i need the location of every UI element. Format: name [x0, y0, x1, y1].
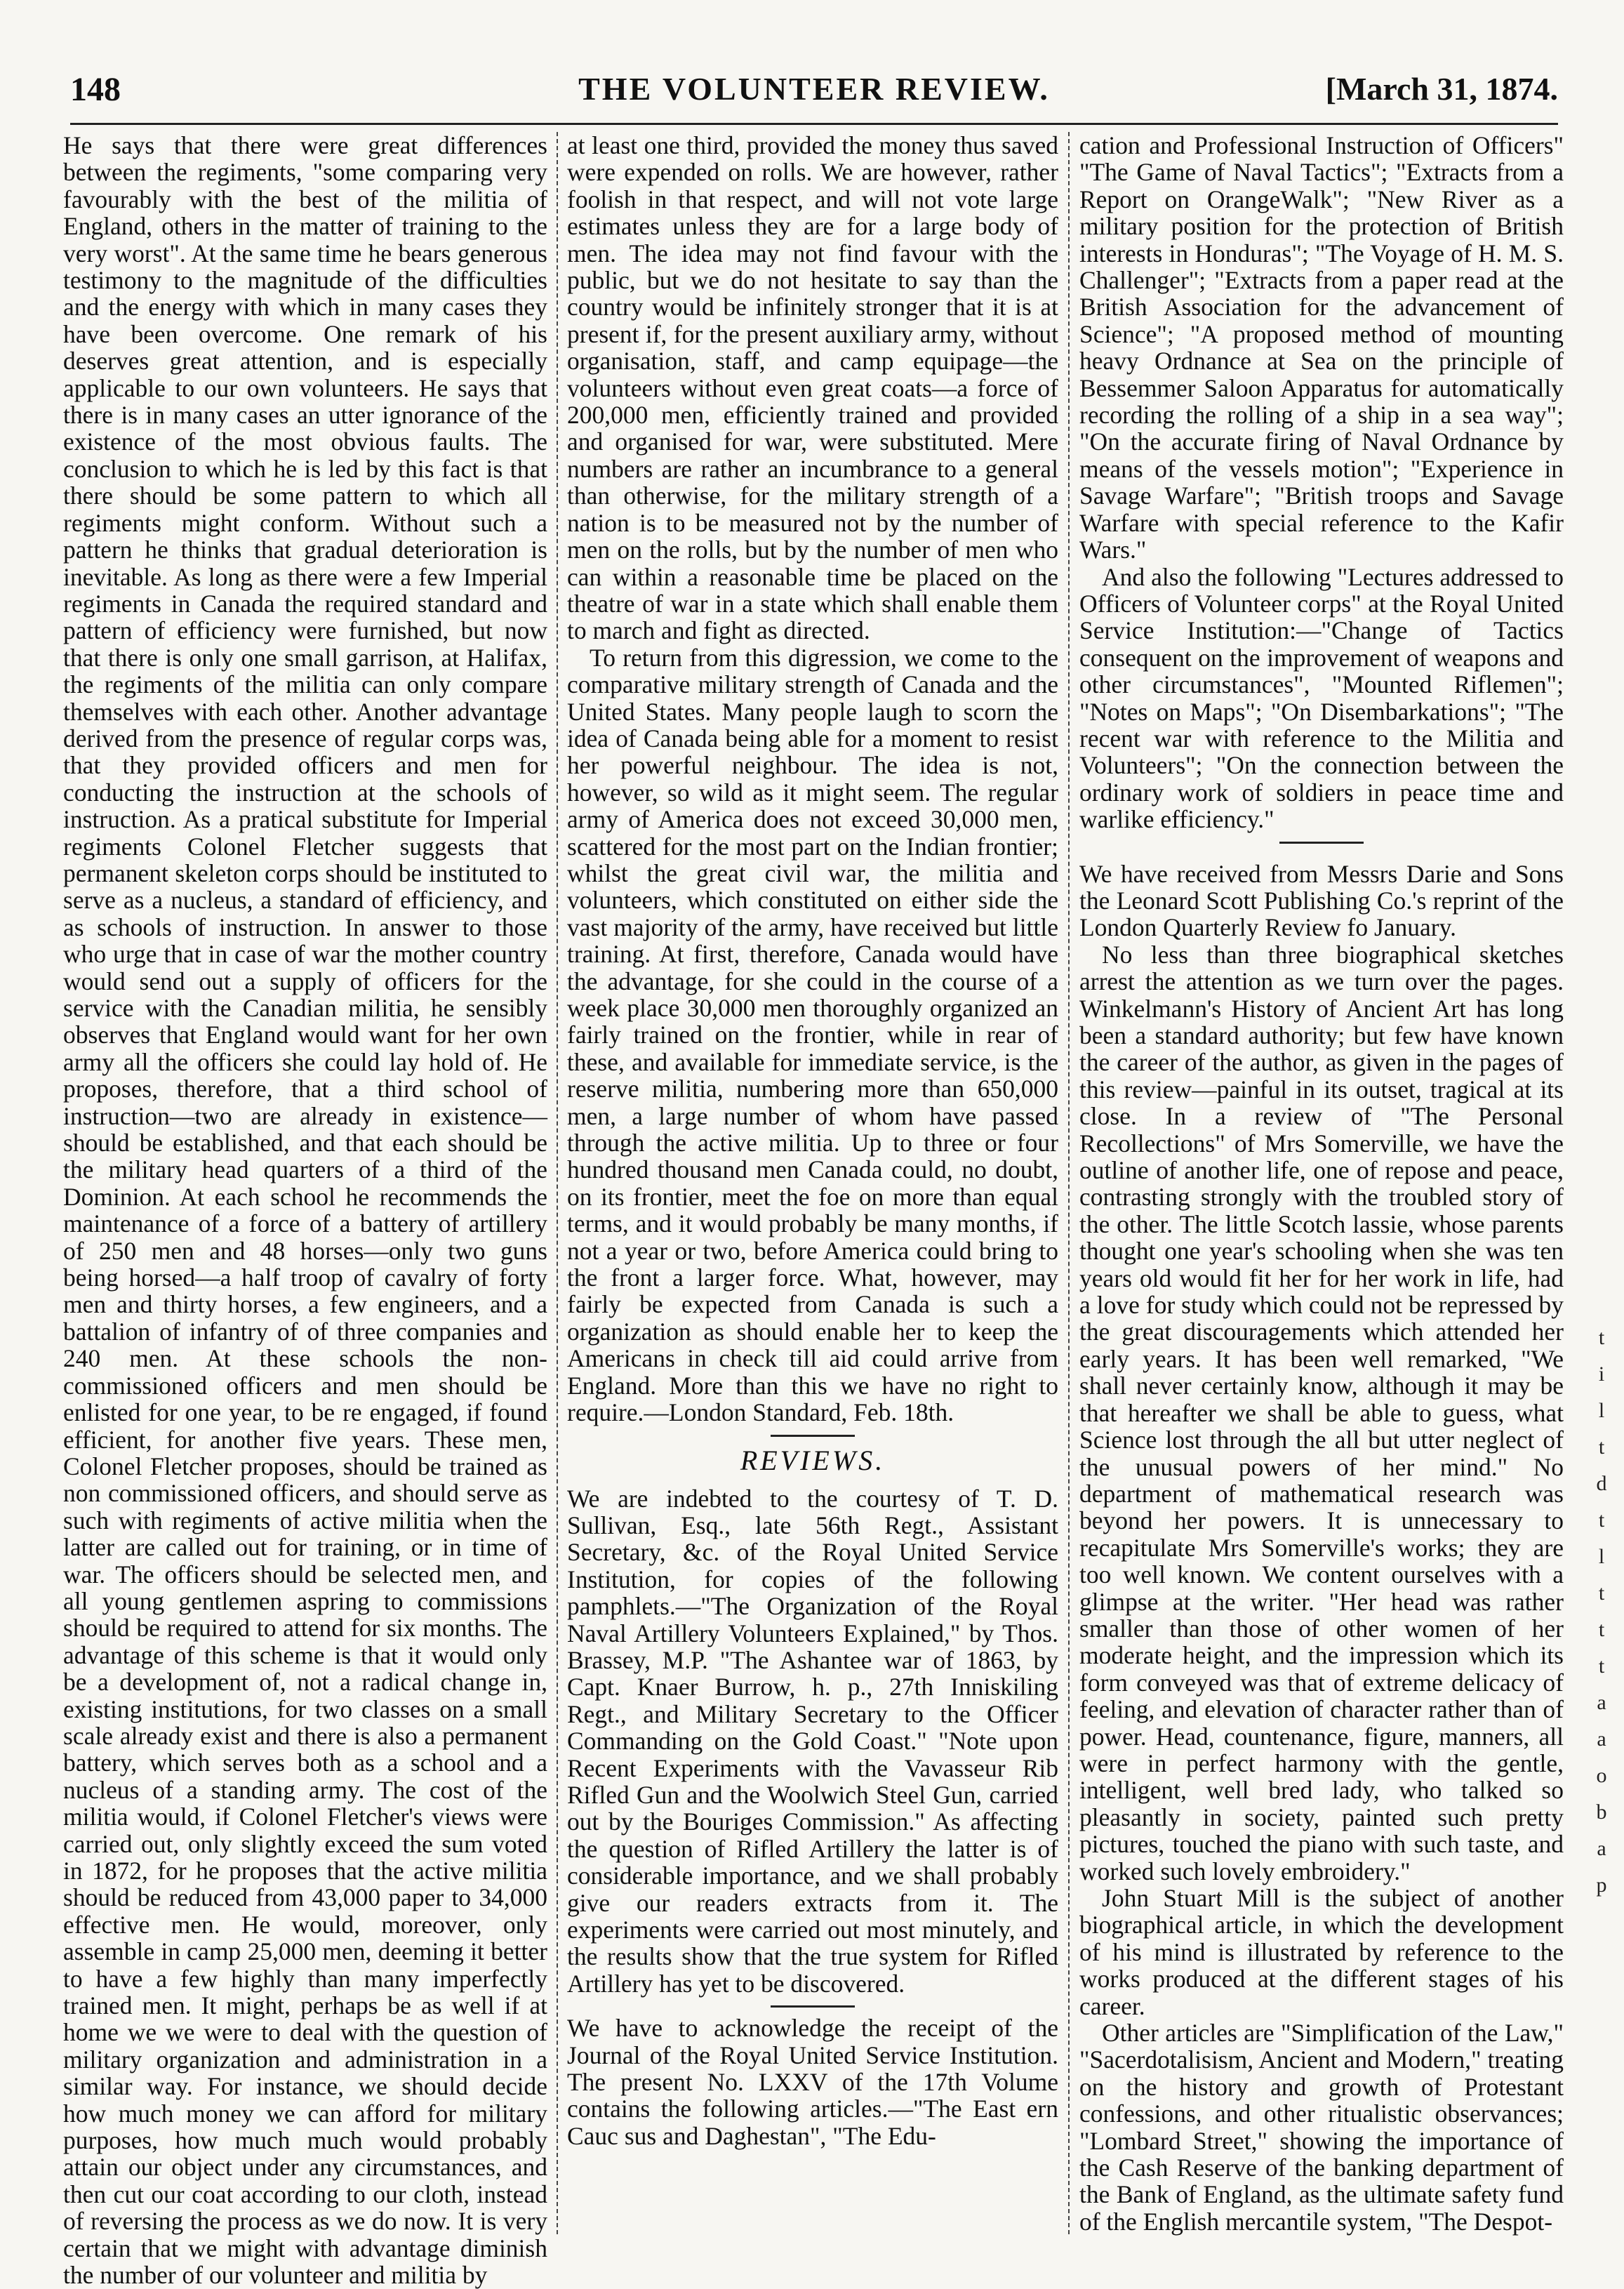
section-rule [1279, 842, 1364, 844]
section-rule [771, 2005, 855, 2008]
margin-letter: t [1598, 1618, 1605, 1641]
margin-letter: a [1597, 1727, 1606, 1751]
margin-letter: t [1598, 1654, 1605, 1678]
column-1 [63, 131, 547, 2289]
article-paragraph: To return from this digression, we come to the comparative military strength of Canada and the United States. Many people laugh to scorn the idea of Canada being able for a moment to resist her powerful neighbour. The idea is not, however, so wild as it might seem. The regular army of America does not exceed 30,000 men, scattered for the most part on the Indian frontier; whilst the great civil war, the militia and volunteers, which constituted on either side the vast majority of the army, have received but little training. At first, therefore, Canada would have the advantage, for she could in the course of a week place 30,000 men thoroughly organized an fairly trained on the frontier, while in rear of these, and available for immediate service, is the reserve militia, numbering more than 650,000 men, a large number of whom have passed through the active militia. Up to three or four hundred thousand men Canada could, no doubt, on its frontier, meet the foe on more than equal terms, and it would probably be many months, if not a year or two, before America could bring to the front a larger force. What, however, may fairly be expected from Canada is such a organization as should enable her to keep the Americans in check till aid could arrive from England. More than this we have no right to require.—London Standard, Feb. 18th. [567, 643, 1058, 1427]
review-paragraph: Other articles are "Simplification of the Law," "Sacerdotalisism, Ancient and Modern," treating on the history and growth of Protestant confessions, and other ritualistic observances; "Lombard Street," showing the importance of the Cash Reserve of the banking department of the Bank of England, as the ultimate safety fund of the English mercantile system, "The Despot- [1079, 2019, 1564, 2236]
review-paragraph: We are indebted to the courtesy of T. D. Sullivan, Esq., late 56th Regt., Assistant Secretary, &c. of the Royal United Service Institution, for copies of the following pamphlets.—"The Organization of the Royal Naval Artillery Volunteers Explained," by Thos. Brassey, M.P. "The Ashantee war of 1863, by Capt. Knaer Burrow, h. p., 27th Inniskiling Regt., and Military Secretary to the Officer Commanding on the Gold Coast." "Note upon Recent Experiments with the Vavasseur Rib Rifled Gun and the Woolwich Steel Gun, carried out by the Bouriges Commission." As affecting the question of Rifled Artillery the latter is of considerable importance, and we shall probably give our readers extracts from it. The experiments were carried out most minutely, and the results show that the true system for Rifled Artillery has yet to be discovered. [567, 1484, 1058, 1998]
margin-letter: t [1598, 1508, 1605, 1532]
margin-letter: o [1596, 1764, 1607, 1787]
acknowledgement-paragraph: We have to acknowledge the receipt of the Journal of the Royal United Service Institution. The present No. LXXV of the 17th Volume contains the following articles.—"The East ern Cauc sus and Daghestan", "The Edu- [567, 2014, 1058, 2150]
review-paragraph: John Stuart Mill is the subject of another biographical article, in which the development of his mind is illustrated by reference to the works produced at the different stages of his career. [1079, 1884, 1564, 2020]
margin-letter: l [1598, 1399, 1605, 1422]
margin-letter: a [1597, 1691, 1606, 1714]
issue-date: [March 31, 1874. [1325, 71, 1558, 107]
article-paragraph: at least one third, provided the money thus saved were expended on rolls. We are however, rather foolish in that respect, and will not vote large estimates unless they are for a large body of men. The idea may not find favour with the public, but we do not hesitate to say than the country would be infinitely stronger that it is at present if, for the present auxiliary army, without organisation, staff, and camp equipage—the volunteers without even great coats—a force of 200,000 men, efficiently trained and provided and organised for war, were substituted. Mere numbers are rather an incumbrance to a general than otherwise, for the military strength of a nation is to be measured not by the number of men on the rolls, but by the number of men who can within a reasonable time be placed on the theatre of war in a state which shall enable them to march and fight as directed. [567, 131, 1058, 645]
margin-letter-strip [1588, 1320, 1616, 2232]
page-header [70, 70, 1558, 126]
publication-title: THE VOLUNTEER REVIEW. [578, 71, 1050, 107]
section-rule [771, 1435, 855, 1437]
reviews-heading: REVIEWS. [740, 1444, 886, 1476]
margin-letter: p [1596, 1873, 1607, 1897]
column-3 [1079, 131, 1564, 2236]
margin-letter: a [1597, 1837, 1606, 1860]
margin-letter: t [1598, 1326, 1605, 1349]
review-paragraph: We have received from Messrs Darie and Sons the Leonard Scott Publishing Co.'s reprint of the London Quarterly Review fo January. [1079, 859, 1564, 942]
margin-letter: l [1598, 1545, 1605, 1568]
margin-letter: i [1598, 1362, 1605, 1386]
margin-letter: t [1598, 1581, 1605, 1605]
column-2 [567, 132, 1058, 2231]
margin-letter: b [1596, 1800, 1607, 1824]
column-divider-1 [557, 132, 558, 2234]
review-paragraph: No less than three biographical sketches arrest the attention as we turn over the pages. Winkelmann's History of Ancient Art has long been a standard authority; but few have known the career of the author, as given in the pages of this review—painful in its outset, tragical at its close. In a review of "The Personal Recollections" of Mrs Somerville, we have the outline of another life, one of repose and peace, contrasting strongly with the troubled story of the other. The little Scotch lassie, whose parents thought one year's schooling when she was ten years old would fit her for her work in life, had a love for study which could not be repressed by the great discouragements which attended her early years. It has been well remarked, "We shall never certainly know, although it may be that hereafter we shall be able to guess, what Science lost through the all but utter neglect of the unusual powers of her mind." No department of mathematical research was beyond her powers. It is unnecessary to recapitulate Mrs Somerville's works; they are too well known. We content ourselves with a glimpse at the writer. "Her head was rather smaller than those of other women of her moderate height, and the impression which its form conveyed was that of extreme delicacy of feeling, and elevation of character rather than of power. Head, countenance, figure, manners, all were in perfect harmony with the gentle, intelligent, well bred lady, who talked so pleasantly in society, painted such pretty pictures, touched the piano with such taste, and worked such lovely embroidery." [1079, 940, 1564, 1885]
margin-letter: t [1598, 1435, 1605, 1459]
article-paragraph: He says that there were great differences between the regiments, "some comparing very favourably with the best of the militia of England, others in the matter of training to the very worst". At the same time he bears generous testimony to the magnitude of the difficulties and the energy with which in many cases they have been overcome. One remark of his deserves great attention, and is especially applicable to our own volunteers. He says that there is in many cases an utter ignorance of the existence of the most obvious faults. The conclusion to which he is led by this fact is that there should be some pattern to which all regiments might conform. Without such a pattern he thinks that gradual deterioration is inevitable. As long as there were a few Imperial regiments in Canada the required standard and pattern of efficiency were furnished, but now that there is only one small garrison, at Halifax, the regiments of the militia can only compare themselves with each other. Another advantage derived from the presence of regular corps was, that they provided officers and men for conducting the instruction at the schools of instruction. As a pratical substitute for Imperial regiments Colonel Fletcher suggests that permanent skeleton corps should be instituted to serve as a nucleus, a standard of efficiency, and as schools of instruction. In answer to those who urge that in case of war the mother country would send out a supply of officers for the service with the Canadian militia, he sensibly observes that England would want for her own army all the officers she could lay hold of. He proposes, therefore, that a third school of instruction—two are already in existence—should be established, and that each should be the military head quarters of a third of the Dominion. At each school he recommends the maintenance of a force of a battery of artillery of 250 men and 48 horses—only two guns being horsed—a half troop of cavalry of forty men and thirty horses, a few engineers, and a battalion of infantry of of three companies and 240 men. At these schools the non-commissioned officers and men should be enlisted for one year, to be re engaged, if found efficient, for another five years. These men, Colonel Fletcher proposes, should be trained as non commissioned officers, and should serve as such with regiments of active militia when the latter are called out for training, or in time of war. The officers should be selected men, and all young gentlemen aspring to commissions should be required to attend for six months. The advantage of this scheme is that it would only be a development of, not a radical change in, existing institutions, for two classes on a small scale already exist and there is also a permanent battery, which serves both as a school and a nucleus of a standing army. The cost of the militia would, if Colonel Fletcher's views were carried out, only slightly exceed the sum voted in 1872, for he proposes that the active militia should be reduced from 43,000 paper to 34,000 effective men. He would, moreover, only assemble in camp 25,000 men, deeming it better to have a few highly than many imperfectly trained men. It might, perhaps be as well if at home we we were to deal with the question of military organization and administration in a similar way. For instance, we should decide how much money we can afford for military purposes, how much much would probably attain our object under any circumstances, and then cut our coat according to our cloth, instead of reversing the process as we do now. It is very certain that we might with advantage diminish the number of our volunteer and militia by [63, 131, 547, 2289]
page-number: 148 [70, 71, 121, 108]
column-divider-2 [1068, 132, 1070, 2234]
margin-letter: d [1596, 1472, 1607, 1495]
header-rule [70, 123, 1558, 125]
article-paragraph: cation and Professional Instruction of Officers" "The Game of Naval Tactics"; "Extracts from a Report on OrangeWalk"; "New River as a military position for the protection of British interests in Honduras"; "The Voyage of H. M. S. Challenger"; "Extracts from a paper read at the British Association for the advancement of Science"; "A proposed method of mounting heavy Ordnance at Sea on the principle of Bessemmer Saloon Apparatus for automatically recording the rolling of a ship in a sea way"; "On the accurate firing of Naval Ordnance by means of the vessels motion"; "Experience in Savage Warfare"; "British troops and Savage Warfare with special reference to the Kafir Wars." [1079, 131, 1564, 564]
article-paragraph: And also the following "Lectures addressed to Officers of Volunteer corps" at the Royal United Service Institution:—"Change of Tactics consequent on the improvement of weapons and other circumstances", "Mounted Riflemen"; "Notes on Maps"; "On Disembarkations"; "The recent war with reference to the Militia and Volunteers"; "On the connection between the ordinary work of soldiers in peace time and warlike efficiency." [1079, 562, 1564, 834]
